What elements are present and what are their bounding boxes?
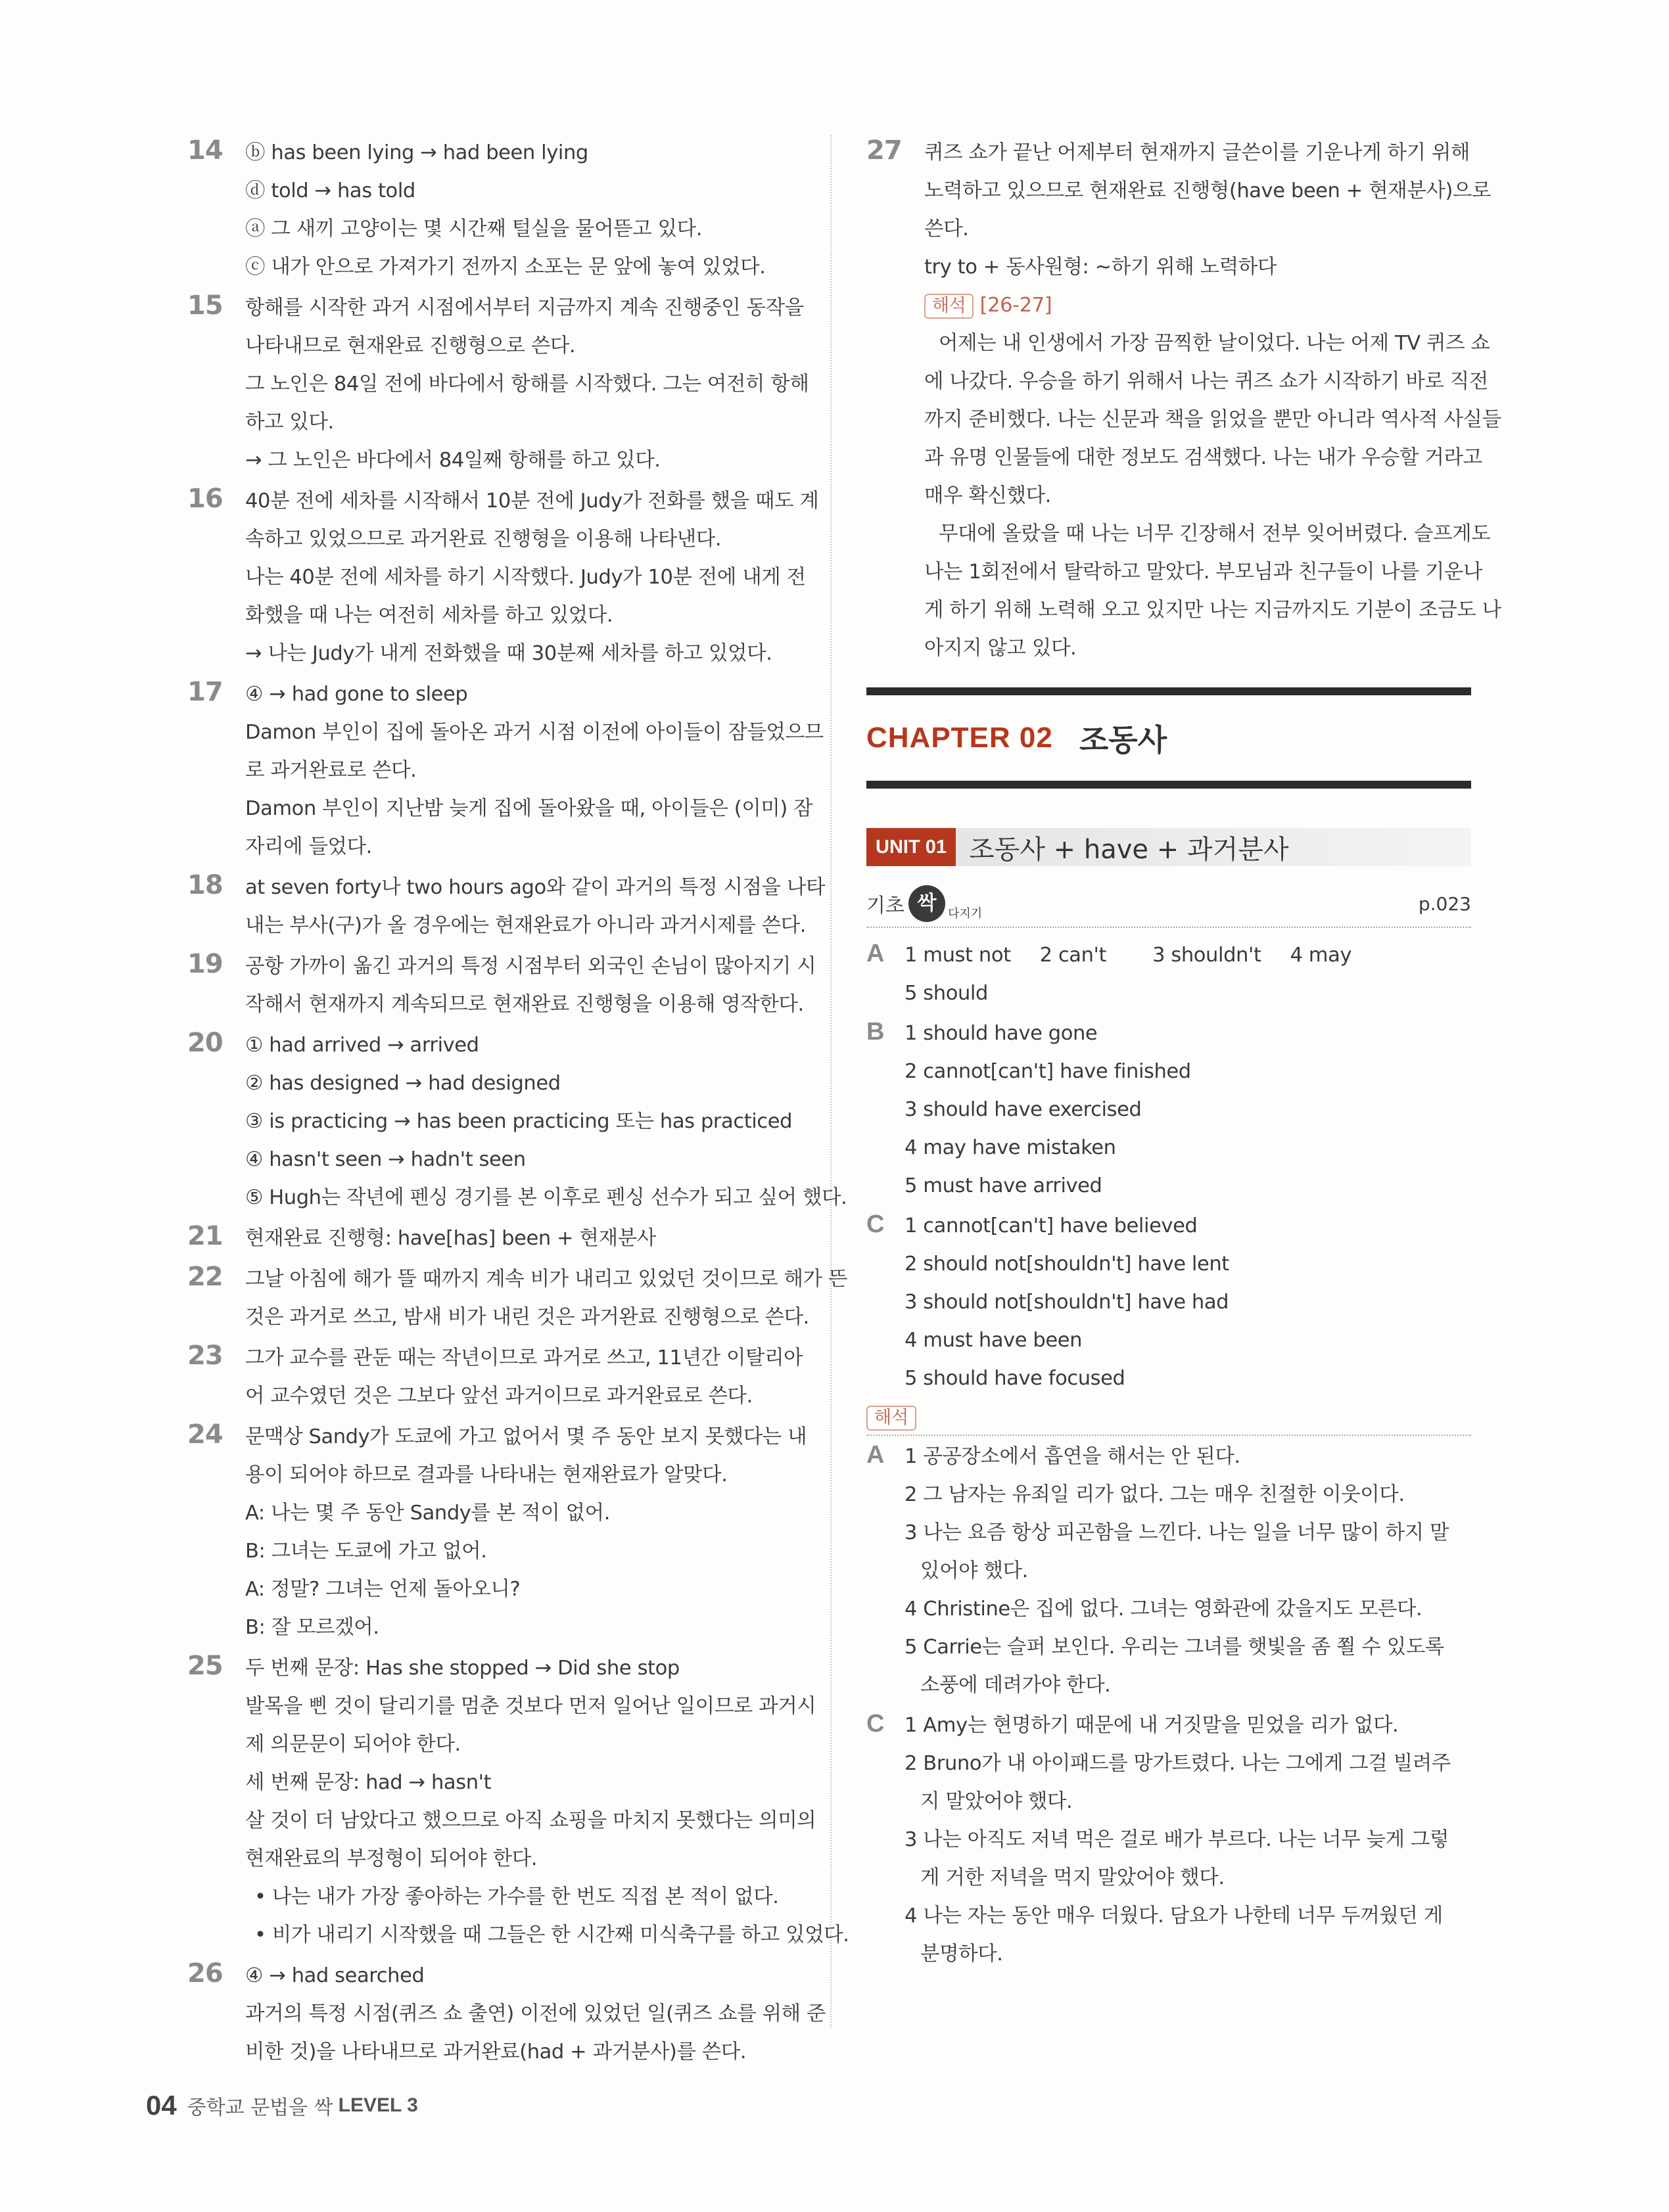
answer-line: try to + 동사원형: ~하기 위해 노력하다 (924, 256, 1277, 279)
answer-line: 내는 부사(구)가 올 경우에는 현재완료가 아니라 과거시제를 쓴다. (245, 914, 806, 937)
book-title: 중학교 문법을 싹 (187, 2096, 333, 2119)
question-number: 24 (187, 1419, 223, 1450)
answer-line: → 나는 Judy가 내게 전화했을 때 30분째 세차를 하고 있었다. (245, 642, 772, 665)
translation-line: 게 거한 저녁을 먹지 말았어야 했다. (920, 1866, 1225, 1889)
answer-item: 2 can't (1039, 944, 1107, 967)
translation-header (866, 1402, 1471, 1436)
question-18 (187, 866, 826, 945)
chapter-rule-top (866, 687, 1471, 695)
chapter-title-row (866, 702, 1471, 774)
answer-line: 자리에 들었다. (245, 835, 372, 858)
translation-line: 4 Christine은 집에 없다. 그녀는 영화관에 갔을지도 모른다. (905, 1598, 1422, 1621)
translation-line: 3 나는 아직도 저녁 먹은 걸로 배가 부르다. 나는 너무 늦게 그렇 (905, 1828, 1449, 1851)
section-label: C (866, 1710, 885, 1738)
answer-item: 3 should have exercised (905, 1098, 1142, 1121)
question-27 (866, 131, 1501, 668)
unit-header (866, 828, 1471, 866)
answer-line: B: 그녀는 도쿄에 가고 없어. (245, 1540, 487, 1563)
answer-line: 40분 전에 세차를 시작해서 10분 전에 Judy가 전화를 했을 때도 계 (245, 490, 819, 513)
answer-line: B: 잘 모르겠어. (245, 1616, 379, 1639)
unit-badge: UNIT 01 (866, 828, 956, 866)
translation-line: 분명하다. (920, 1943, 1003, 1966)
answer-line: 과거의 특정 시점(퀴즈 쇼 출연) 이전에 있었던 일(퀴즈 쇼를 위해 준 (245, 2002, 826, 2025)
question-15 (187, 287, 809, 480)
answer-item: 4 may have mistaken (905, 1136, 1116, 1159)
section-label: C (866, 1210, 885, 1238)
answer-line: 화했을 때 나는 여전히 세차를 하고 있었다. (245, 604, 613, 627)
answer-line: 그 노인은 84일 전에 바다에서 항해를 시작했다. 그는 여전히 항해 (245, 373, 809, 396)
question-22 (187, 1258, 848, 1337)
answer-item: 5 should (905, 982, 988, 1005)
question-number: 17 (187, 677, 223, 707)
page-reference: p.023 (1418, 892, 1471, 915)
chapter-number: CHAPTER 02 (866, 722, 1053, 754)
answer-line: 로 과거완료로 쓴다. (245, 759, 417, 782)
answer-line: ④ hasn't seen → hadn't seen (245, 1148, 526, 1171)
question-21 (187, 1217, 805, 1258)
chapter-rule-bottom (866, 781, 1471, 789)
answer-line: Damon 부인이 집에 돌아온 과거 시점 이전에 아이들이 잠들었으므 (245, 721, 824, 744)
question-number: 20 (187, 1028, 223, 1058)
translation-ref: [26-27] (979, 294, 1052, 317)
answer-line: 문맥상 Sandy가 도쿄에 가고 없어서 몇 주 동안 보지 못했다는 내 (245, 1425, 807, 1448)
translation-line: 2 그 남자는 유죄일 리가 없다. 그는 매우 친절한 이웃이다. (905, 1483, 1405, 1506)
answer-line: 현재완료 진행형: have[has] been + 현재분사 (245, 1227, 656, 1250)
translation-line: 아지지 않고 있다. (924, 637, 1077, 660)
question-number: 22 (187, 1262, 223, 1292)
answer-line: at seven forty나 two hours ago와 같이 과거의 특정 시점을 나타 (245, 876, 826, 899)
answer-line: 쓴다. (924, 218, 969, 241)
answer-line: 두 번째 문장: Has she stopped → Did she stop (245, 1657, 680, 1680)
answers-A (866, 934, 1471, 1013)
answer-line: 제 의문문이 되어야 한다. (245, 1733, 461, 1756)
translation-line: 어제는 내 인생에서 가장 끔찍한 날이었다. 나는 어제 TV 퀴즈 쇼 (939, 332, 1490, 355)
question-20 (187, 1024, 847, 1217)
answer-line: ④ → had gone to sleep (245, 683, 468, 706)
answer-line: A: 정말? 그녀는 언제 돌아오니? (245, 1578, 521, 1601)
answer-line: 어 교수였던 것은 그보다 앞선 과거이므로 과거완료로 쓴다. (245, 1385, 753, 1408)
translation-line: 지 말았어야 했다. (920, 1790, 1073, 1813)
translation-line: 무대에 올랐을 때 나는 너무 긴장해서 전부 잊어버렸다. 슬프게도 (939, 522, 1491, 545)
translation-line: 게 하기 위해 노력해 오고 있지만 나는 지금까지도 기분이 조금도 나 (924, 599, 1501, 622)
answer-line: 공항 가까이 옮긴 과거의 특정 시점부터 외국인 손님이 많아지기 시 (245, 955, 816, 978)
answer-line: ⓑ has been lying → had been lying (245, 141, 588, 164)
answer-line: ③ is practicing → has been practicing 또는 has practiced (245, 1110, 793, 1133)
answer-line: 속하고 있었으므로 과거완료 진행형을 이용해 나타낸다. (245, 528, 722, 551)
answer-line: Damon 부인이 지난밤 늦게 집에 돌아왔을 때, 아이들은 (이미) 잠 (245, 797, 813, 820)
answer-line: ⓒ 내가 안으로 가져가기 전까지 소포는 문 앞에 놓여 있었다. (245, 256, 766, 279)
answers-B (866, 1013, 1471, 1205)
translation-line: 매우 확신했다. (924, 484, 1051, 507)
answer-line: 퀴즈 쇼가 끝난 어제부터 현재까지 글쓴이를 기운나게 하기 위해 (924, 141, 1470, 164)
answer-line: ④ → had searched (245, 1964, 425, 1987)
answer-item: 1 should have gone (905, 1022, 1098, 1045)
question-number: 15 (187, 290, 223, 321)
answer-line: ② has designed → had designed (245, 1072, 561, 1095)
chapter-title: 조동사 (1079, 722, 1167, 758)
question-number: 26 (187, 1958, 223, 1989)
answer-line: ⓓ told → has told (245, 179, 415, 202)
answer-item: 5 must have arrived (905, 1174, 1102, 1197)
answer-item: 5 should have focused (905, 1367, 1125, 1390)
unit-title: 조동사 + have + 과거분사 (968, 834, 1289, 865)
translation-line: 소풍에 데려가야 한다. (920, 1674, 1111, 1697)
answer-line: ⑤ Hugh는 작년에 펜싱 경기를 본 이후로 펜싱 선수가 되고 싶어 했다. (245, 1186, 847, 1209)
bullet-line: • 나는 내가 가장 좋아하는 가수를 한 번도 직접 본 적이 없다. (254, 1885, 779, 1908)
translation-tag: 해석 (924, 294, 974, 319)
translation-line: 나는 1회전에서 탈락하고 말았다. 부모님과 친구들이 나를 기운나 (924, 561, 1483, 584)
answer-item: 2 should not[shouldn't] have lent (905, 1253, 1229, 1276)
translation-line: 까지 준비했다. 나는 신문과 책을 읽었을 뿐만 아니라 역사적 사실들 (924, 408, 1501, 431)
question-14 (187, 131, 805, 287)
ssak-subtitle: 다지기 (947, 907, 983, 921)
answer-line: 살 것이 더 남았다고 했으므로 아직 쇼핑을 마치지 못했다는 의미의 (245, 1809, 816, 1832)
basic-section-header (866, 881, 1471, 928)
translation-line: 3 나는 요즘 항상 피곤함을 느낀다. 나는 일을 너무 많이 하지 말 (905, 1521, 1449, 1544)
answer-line: A: 나는 몇 주 동안 Sandy를 본 적이 없어. (245, 1502, 611, 1525)
answer-line: 그가 교수를 관둔 때는 작년이므로 과거로 쓰고, 11년간 이탈리아 (245, 1347, 803, 1370)
translation-tag: 해석 (866, 1406, 916, 1431)
question-23 (187, 1337, 805, 1416)
question-number: 27 (866, 135, 902, 166)
answer-line: 현재완료의 부정형이 되어야 한다. (245, 1847, 538, 1870)
answer-line: 비한 것)을 나타내므로 과거완료(had + 과거분사)를 쓴다. (245, 2040, 747, 2063)
section-label: A (866, 1441, 885, 1469)
answer-line: 발목을 삔 것이 달리기를 멈춘 것보다 먼저 일어난 일이므로 과거시 (245, 1695, 816, 1718)
question-number: 25 (187, 1651, 223, 1681)
question-17 (187, 673, 824, 866)
translation-line: 에 나갔다. 우승을 하기 위해서 나는 퀴즈 쇼가 시작하기 바로 직전 (924, 370, 1488, 393)
translation-line: 과 유명 인물들에 대한 정보도 검색했다. 나는 내가 우승할 거라고 (924, 446, 1482, 469)
translation-line: 5 Carrie는 슬퍼 보인다. 우리는 그녀를 햇빛을 좀 쬘 수 있도록 (905, 1636, 1444, 1659)
answer-line: 나타내므로 현재완료 진행형으로 쓴다. (245, 334, 576, 357)
page-number: 04 (146, 2090, 177, 2121)
question-number: 18 (187, 870, 223, 900)
answer-line: ① had arrived → arrived (245, 1034, 479, 1057)
answer-line: 것은 과거로 쓰고, 밤새 비가 내린 것은 과거완료 진행형으로 쓴다. (245, 1306, 809, 1329)
section-label: B (866, 1018, 885, 1046)
chapter-header (866, 687, 1471, 789)
answer-line: 나는 40분 전에 세차를 하기 시작했다. Judy가 10분 전에 내게 전 (245, 566, 806, 589)
question-number: 14 (187, 135, 223, 166)
question-16 (187, 480, 819, 673)
question-19 (187, 945, 816, 1024)
answer-line: 하고 있다. (245, 411, 334, 434)
section-label: A (866, 940, 885, 967)
answer-line: 용이 되어야 하므로 결과를 나타내는 현재완료가 알맞다. (245, 1463, 728, 1486)
left-column (187, 131, 849, 2071)
answer-line: 그날 아침에 해가 뜰 때까지 계속 비가 내리고 있었던 것이므로 해가 뜬 (245, 1268, 848, 1291)
right-column (866, 131, 1501, 1973)
book-level: LEVEL 3 (338, 2094, 418, 2116)
translation-line: 4 나는 자는 동안 매우 더웠다. 담요가 나한테 너무 두꺼웠던 게 (905, 1904, 1443, 1927)
answer-line: → 그 노인은 바다에서 84일째 항해를 하고 있다. (245, 449, 661, 472)
question-number: 21 (187, 1221, 223, 1251)
translation-line: 1 공공장소에서 흡연을 해서는 안 된다. (905, 1445, 1240, 1468)
answer-item: 4 must have been (905, 1329, 1083, 1352)
answer-line: 항해를 시작한 과거 시점에서부터 지금까지 계속 진행중인 동작을 (245, 296, 804, 319)
answers-C (866, 1205, 1471, 1398)
question-number: 16 (187, 484, 223, 514)
translation-line: 있어야 했다. (920, 1559, 1028, 1582)
question-25 (187, 1647, 849, 1954)
translation-C (866, 1705, 1471, 1973)
question-number: 23 (187, 1341, 223, 1371)
basic-label: 기초 (866, 894, 905, 917)
answer-item: 1 cannot[can't] have believed (905, 1214, 1198, 1237)
question-number: 19 (187, 949, 223, 979)
translation-line: 2 Bruno가 내 아이패드를 망가트렸다. 나는 그에게 그걸 빌려주 (905, 1752, 1451, 1775)
translation-line: 1 Amy는 현명하기 때문에 내 거짓말을 믿었을 리가 없다. (905, 1714, 1399, 1737)
answer-item: 3 shouldn't (1152, 944, 1261, 967)
answer-item: 1 must not (905, 944, 1011, 967)
bullet-line: • 비가 내리기 시작했을 때 그들은 한 시간째 미식축구를 하고 있었다. (254, 1924, 849, 1947)
answer-item: 2 cannot[can't] have finished (905, 1060, 1191, 1083)
answer-item: 4 may (1290, 944, 1352, 967)
answer-line: 노력하고 있으므로 현재완료 진행형(have been + 현재분사)으로 (924, 179, 1492, 202)
answer-line: ⓐ 그 새끼 고양이는 몇 시간째 털실을 물어뜯고 있다. (245, 218, 703, 241)
ssak-logo-icon: 싹 (908, 885, 945, 922)
column-separator (830, 135, 832, 2027)
answer-item: 3 should not[shouldn't] have had (905, 1291, 1229, 1314)
translation-A (866, 1436, 1471, 1705)
question-24 (187, 1416, 805, 1647)
answer-line: 작해서 현재까지 계속되므로 현재완료 진행형을 이용해 영작한다. (245, 993, 804, 1016)
page-footer (146, 2090, 418, 2121)
question-26 (187, 1954, 826, 2071)
answer-line: 세 번째 문장: had → hasn't (245, 1771, 492, 1794)
